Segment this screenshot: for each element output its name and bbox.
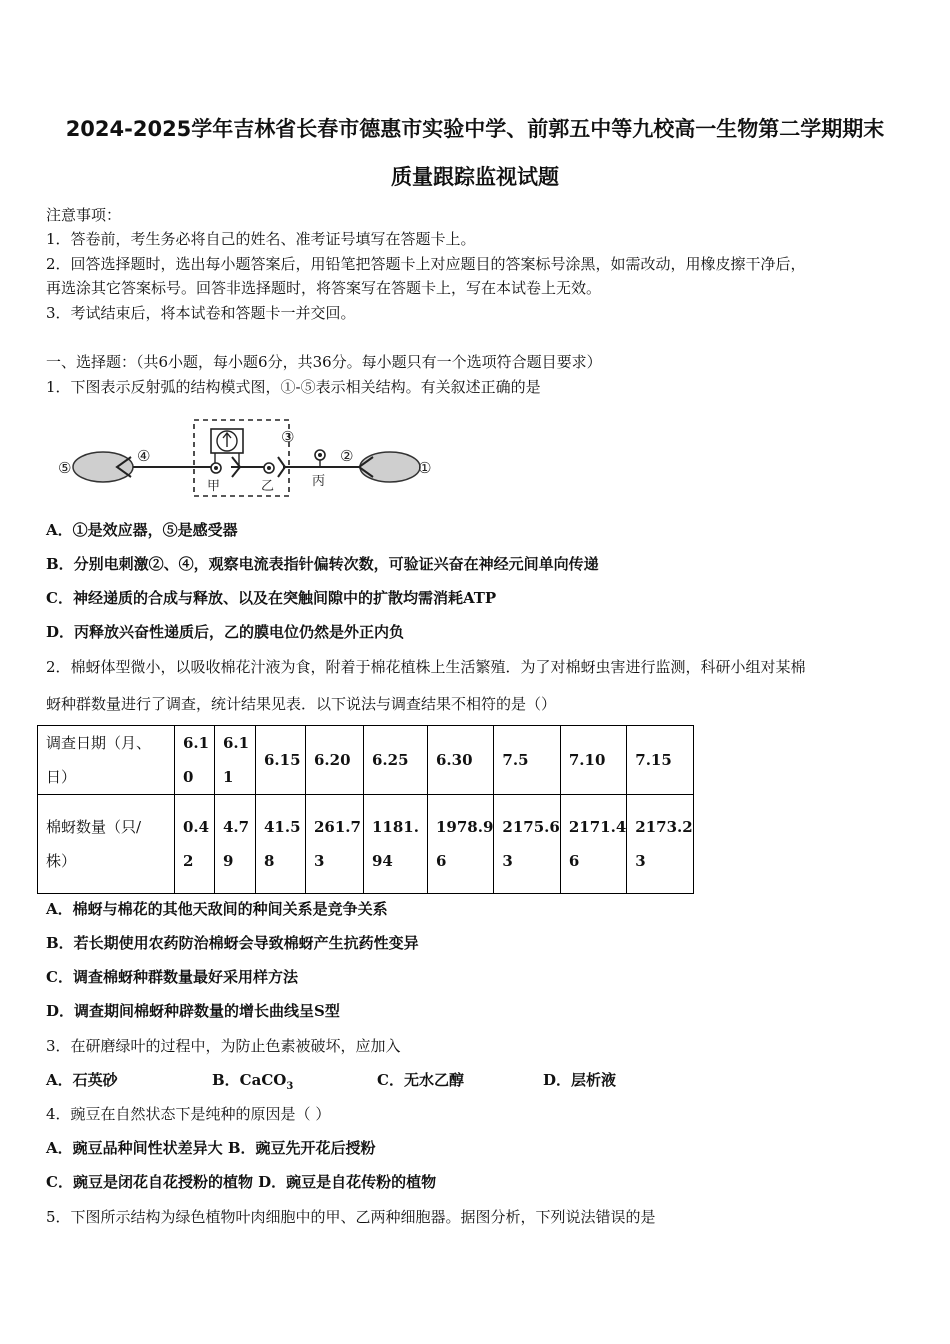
q3-option-b: B．CaCO$_3$	[212, 1071, 294, 1092]
date-cell: 6.1 1	[215, 726, 256, 795]
notice-item-3: 3．考试结束后，将本试卷和答题卡一并交回。	[46, 304, 356, 322]
notice-item-2b: 再选涂其它答案标号。回答非选择题时，将答案写在答题卡上，写在本试卷上无效。	[46, 279, 602, 297]
count-cell: 2173.2 3	[627, 795, 693, 894]
q3-option-d: D．层析液	[543, 1071, 617, 1089]
table-row-counts	[38, 795, 694, 894]
count-cell: 4.7 9	[215, 795, 256, 894]
q2-option-c: C．调查棉蚜种群数量最好采用样方法	[46, 968, 298, 986]
q2-stem-b: 蚜种群数量进行了调查，统计结果见表．以下说法与调查结果不相符的是（）	[46, 695, 557, 713]
date-cell: 7.5	[494, 726, 560, 795]
count-cell: 261.7 3	[306, 795, 364, 894]
date-cell: 7.10	[560, 726, 626, 795]
date-cell: 7.15	[627, 726, 693, 795]
q1-option-b: B．分别电刺激②、④，观察电流表指针偏转次数，可验证兴奋在神经元间单向传递	[46, 555, 599, 573]
label-bing: 丙	[312, 474, 326, 489]
table-row-dates	[38, 726, 694, 795]
label-5: ⑤	[58, 459, 72, 477]
q2-stem-a: 2．棉蚜体型微小，以吸收棉花汁液为食，附着于棉花植株上生活繁殖．为了对棉蚜虫害进行监测，科研小组对某棉	[46, 658, 806, 676]
date-cell: 6.30	[428, 726, 494, 795]
q3-stem: 3．在研磨绿叶的过程中，为防止色素被破坏，应加入	[46, 1037, 401, 1055]
count-cell: 0.4 2	[175, 795, 215, 894]
reflex-arc-figure	[55, 415, 440, 500]
date-cell: 6.1 0	[175, 726, 215, 795]
effector-1-cell	[360, 452, 420, 482]
label-jia: 甲	[207, 479, 221, 494]
date-cell: 6.20	[306, 726, 364, 795]
count-cell: 1181. 94	[364, 795, 428, 894]
label-yi: 乙	[261, 479, 275, 494]
row-label-counts: 棉蚜数量（只/ 株）	[38, 795, 175, 894]
count-cell: 41.5 8	[256, 795, 306, 894]
q1-option-c: C．神经递质的合成与释放、以及在突触间隙中的扩散均需消耗ATP	[46, 589, 497, 607]
q1-option-a: A．①是效应器，⑤是感受器	[46, 521, 238, 539]
date-cell: 6.25	[364, 726, 428, 795]
q1-option-d: D．丙释放兴奋性递质后，乙的膜电位仍然是外正内负	[46, 623, 405, 641]
label-2: ②	[340, 447, 354, 465]
q3-option-c: C．无水乙醇	[377, 1071, 464, 1089]
q1-stem: 1．下图表示反射弧的结构模式图，①-⑤表示相关结构。有关叙述正确的是	[46, 378, 541, 396]
count-cell: 2175.6 3	[494, 795, 560, 894]
exam-title-line2: 质量跟踪监视试题	[391, 165, 559, 189]
count-cell: 1978.9 6	[428, 795, 494, 894]
exam-title-line1: 2024-2025学年吉林省长春市德惠市实验中学、前郭五中等九校高一生物第二学期期末	[65, 117, 885, 141]
q2-option-d: D．调查期间棉蚜种辟数量的增长曲线呈S型	[46, 1002, 340, 1020]
q2-option-b: B．若长期使用农药防治棉蚜会导致棉蚜产生抗药性变异	[46, 934, 419, 952]
q2-option-a: A．棉蚜与棉花的其他天敌间的种间关系是竞争关系	[46, 900, 388, 918]
label-1: ①	[418, 459, 432, 477]
notice-heading: 注意事项：	[46, 206, 122, 224]
section-heading: 一、选择题：（共6小题，每小题6分，共36分。每小题只有一个选项符合题目要求）	[46, 353, 602, 371]
label-4: ④	[137, 447, 151, 465]
q4-stem: 4．豌豆在自然状态下是纯种的原因是（ ）	[46, 1105, 331, 1123]
count-cell: 2171.4 6	[560, 795, 626, 894]
aphid-count-table	[37, 725, 694, 894]
receptor-5-cell	[73, 452, 133, 482]
date-cell: 6.15	[256, 726, 306, 795]
notice-item-2a: 2．回答选择题时，选出每小题答案后，用铅笔把答题卡上对应题目的答案标号涂黑，如需改动，用橡皮擦干净后，	[46, 255, 806, 273]
notice-item-1: 1．答卷前，考生务必将自己的姓名、准考证号填写在答题卡上。	[46, 230, 476, 248]
q4-options-cd: C．豌豆是闭花自花授粉的植物 D．豌豆是自花传粉的植物	[46, 1173, 437, 1191]
row-label-dates: 调查日期（月、 日）	[38, 726, 175, 795]
reflex-arc-diagram	[73, 420, 420, 496]
q3-option-a: A．石英砂	[46, 1071, 118, 1089]
q5-stem: 5．下图所示结构为绿色植物叶肉细胞中的甲、乙两种细胞器。据图分析，下列说法错误的是	[46, 1208, 656, 1226]
label-3: ③	[281, 428, 295, 446]
q4-options-ab: A．豌豆品种间性状差异大 B．豌豆先开花后授粉	[46, 1139, 376, 1157]
